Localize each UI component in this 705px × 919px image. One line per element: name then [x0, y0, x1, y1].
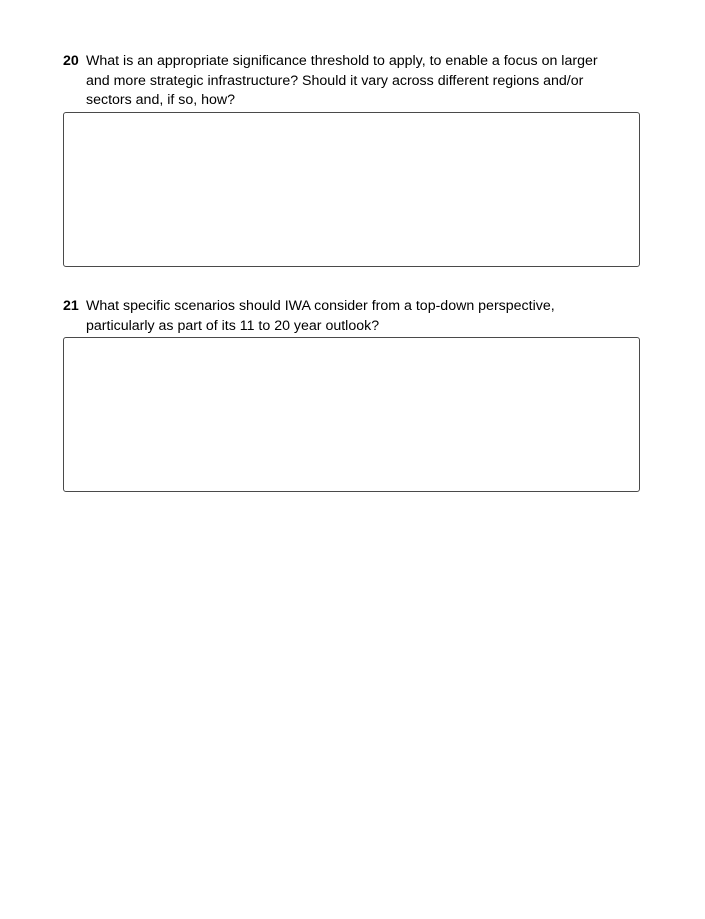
question-header — [63, 297, 641, 336]
answer-text-box-21[interactable] — [63, 337, 640, 492]
question-text: What is an appropriate significance threshold to apply, to enable a focus on larger and more strategic infrastructure? Should it vary across different regions and/or sectors and, if so, how? — [86, 53, 598, 108]
question-header — [63, 52, 641, 111]
answer-text-box-20[interactable] — [63, 112, 640, 267]
question-number: 21 — [63, 298, 79, 314]
question-text: What specific scenarios should IWA consider from a top-down perspective, particularly as part of its 11 to 20 year outlook? — [86, 298, 555, 334]
question-21 — [63, 297, 641, 336]
question-20 — [63, 52, 641, 111]
question-number: 20 — [63, 53, 79, 69]
